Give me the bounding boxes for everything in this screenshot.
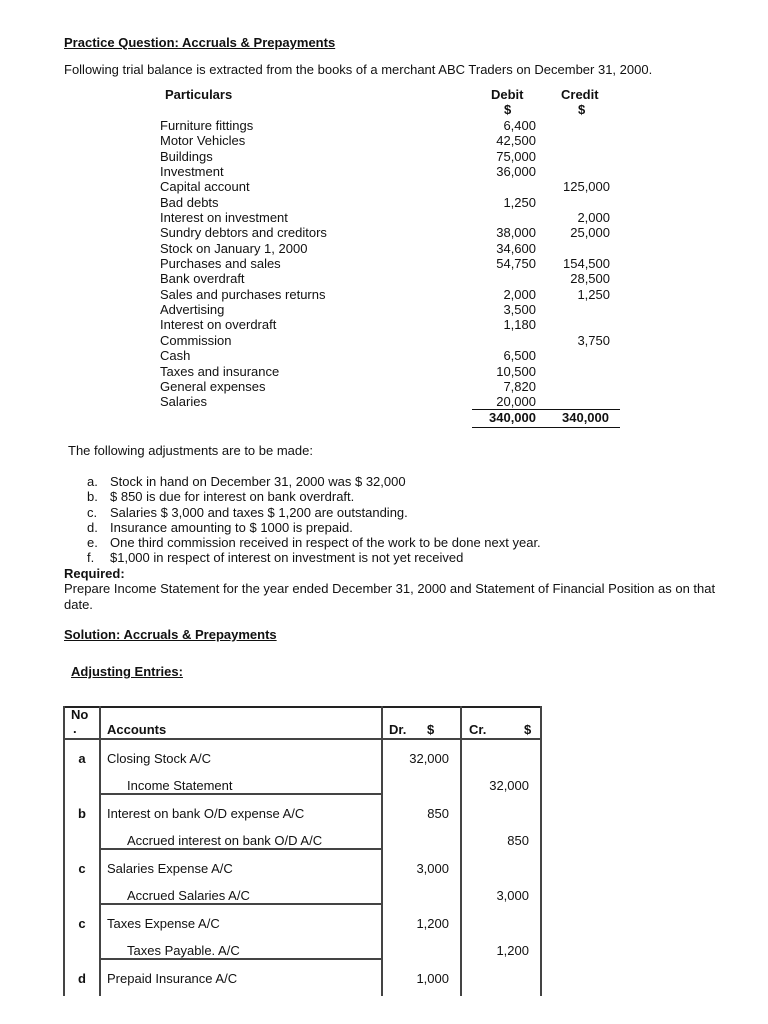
item-letter: c.: [87, 504, 98, 520]
adjustments-list: [87, 474, 541, 566]
credit-amount: 850: [507, 833, 529, 848]
row-label: Stock on January 1, 2000: [160, 240, 308, 256]
debit-total: 340,000: [489, 410, 536, 425]
table-row: [160, 333, 622, 348]
debit-amount: 1,200: [416, 916, 449, 931]
debit-value: 38,000: [496, 225, 536, 241]
credit-value: 1,250: [577, 286, 610, 302]
accounts-header: Accounts: [107, 722, 167, 737]
column-divider: [460, 706, 462, 996]
row-label: Purchases and sales: [160, 256, 281, 272]
intro-paragraph: Following trial balance is extracted from the books of a merchant ABC Traders on December 31, 2000.: [64, 62, 653, 77]
header-divider: [63, 738, 542, 740]
debit-account: Taxes Expense A/C: [107, 916, 220, 931]
debit-value: 75,000: [496, 148, 536, 164]
row-label: Investment: [160, 164, 224, 180]
dr-unit: $: [427, 722, 435, 737]
solution-title: Solution: Accruals & Prepayments: [64, 627, 277, 642]
item-letter: f.: [87, 550, 95, 566]
row-divider: [99, 848, 383, 850]
debit-account: Salaries Expense A/C: [107, 861, 233, 876]
row-label: Capital account: [160, 179, 250, 195]
dr-header: Dr.: [389, 722, 407, 737]
debit-amount: 850: [427, 806, 449, 821]
table-row: [160, 179, 622, 194]
debit-unit: $: [504, 102, 512, 117]
credit-amount: 3,000: [496, 888, 529, 903]
credit-value: 2,000: [577, 210, 610, 226]
item-text: Stock in hand on December 31, 2000 was $ 32,000: [110, 474, 406, 489]
debit-account: Closing Stock A/C: [107, 751, 212, 766]
credit-value: 3,750: [577, 332, 610, 348]
adjusting-entries-title: Adjusting Entries:: [71, 664, 183, 679]
row-divider: [99, 903, 383, 905]
entry-no: c: [78, 861, 86, 876]
table-row: [160, 133, 622, 148]
no-header-line1: No: [71, 707, 89, 722]
table-row: [160, 256, 622, 271]
debit-amount: 1,000: [416, 971, 449, 986]
debit-value: 42,500: [496, 133, 536, 149]
debit-value: 54,750: [496, 256, 536, 272]
table-row: [160, 379, 622, 394]
table-row: [160, 210, 622, 225]
debit-value: 20,000: [496, 394, 536, 410]
credit-header: Credit: [561, 87, 599, 102]
row-label: Sales and purchases returns: [160, 286, 326, 302]
practice-question-title: Practice Question: Accruals & Prepayments: [64, 35, 336, 50]
debit-value: 10,500: [496, 363, 536, 379]
row-label: Sundry debtors and creditors: [160, 225, 327, 241]
cr-header: Cr.: [469, 722, 487, 737]
no-header-line2: .: [73, 721, 77, 736]
column-divider: [99, 706, 101, 996]
row-label: Advertising: [160, 302, 225, 318]
required-text: Prepare Income Statement for the year ended December 31, 2000 and Statement of Financial Position as on that date.: [64, 581, 716, 612]
table-top-border: [63, 706, 542, 708]
debit-account: Prepaid Insurance A/C: [107, 971, 238, 986]
row-label: Motor Vehicles: [160, 133, 246, 149]
row-label: Cash: [160, 348, 191, 364]
list-item: [87, 535, 541, 550]
row-label: Bad debts: [160, 194, 219, 210]
column-divider: [63, 706, 65, 996]
list-item: [87, 550, 541, 565]
row-label: Bank overdraft: [160, 271, 245, 287]
journal-entries-table: [63, 706, 542, 996]
row-divider: [99, 793, 383, 795]
debit-value: 2,000: [503, 286, 536, 302]
item-text: One third commission received in respect of the work to be done next year.: [110, 535, 541, 551]
credit-account: Taxes Payable. A/C: [127, 943, 240, 958]
credit-unit: $: [578, 102, 586, 117]
debit-value: 36,000: [496, 164, 536, 180]
list-item: [87, 474, 541, 489]
debit-value: 6,400: [503, 118, 536, 133]
list-item: [87, 489, 541, 504]
table-row: [160, 302, 622, 317]
cr-unit: $: [524, 722, 532, 737]
credit-amount: 32,000: [489, 778, 529, 793]
table-row: [160, 149, 622, 164]
credit-value: 125,000: [563, 179, 610, 195]
item-letter: e.: [87, 535, 98, 551]
row-label: Commission: [160, 332, 232, 348]
table-row: [160, 164, 622, 179]
table-row: [160, 348, 622, 363]
item-letter: b.: [87, 489, 98, 505]
column-divider: [540, 706, 542, 996]
table-row: [160, 394, 622, 409]
debit-value: 34,600: [496, 240, 536, 256]
credit-amount: 1,200: [496, 943, 529, 958]
row-label: Buildings: [160, 148, 213, 164]
entry-no: d: [78, 971, 86, 986]
debit-value: 1,250: [503, 194, 536, 210]
column-divider: [381, 706, 383, 996]
credit-account: Accrued Salaries A/C: [127, 888, 250, 903]
debit-header: Debit: [491, 87, 524, 102]
item-letter: d.: [87, 519, 98, 535]
debit-value: 1,180: [503, 317, 536, 333]
entry-no: b: [78, 806, 86, 821]
trial-balance-table: [160, 118, 622, 410]
particulars-header: Particulars: [165, 87, 233, 102]
row-label: Interest on overdraft: [160, 317, 277, 333]
debit-account: Interest on bank O/D expense A/C: [107, 806, 305, 821]
row-divider: [99, 958, 383, 960]
required-label: Required:: [64, 566, 125, 581]
list-item: [87, 505, 541, 520]
table-row: [160, 364, 622, 379]
credit-value: 154,500: [563, 256, 610, 272]
credit-account: Income Statement: [127, 778, 233, 793]
debit-amount: 3,000: [416, 861, 449, 876]
row-label: Interest on investment: [160, 210, 288, 226]
list-item: [87, 520, 541, 535]
debit-value: 3,500: [503, 302, 536, 318]
row-label: Furniture fittings: [160, 118, 254, 133]
table-row: [160, 225, 622, 240]
item-letter: a.: [87, 474, 98, 489]
table-row: [160, 241, 622, 256]
row-label: General expenses: [160, 378, 266, 394]
item-text: Salaries $ 3,000 and taxes $ 1,200 are outstanding.: [110, 504, 408, 520]
debit-value: 6,500: [503, 348, 536, 364]
trial-balance-totals: [472, 409, 620, 428]
row-label: Taxes and insurance: [160, 363, 280, 379]
row-label: Salaries: [160, 394, 207, 410]
adjustments-intro: The following adjustments are to be made:: [68, 443, 313, 458]
entry-no: c: [78, 916, 86, 931]
table-row: [160, 118, 622, 133]
table-row: [160, 287, 622, 302]
item-text: $ 850 is due for interest on bank overdraft.: [110, 489, 355, 505]
credit-account: Accrued interest on bank O/D A/C: [127, 833, 323, 848]
table-row: [160, 195, 622, 210]
debit-value: 7,820: [503, 378, 536, 394]
credit-value: 28,500: [570, 271, 610, 287]
table-row: [160, 317, 622, 332]
item-text: $1,000 in respect of interest on investment is not yet received: [110, 550, 464, 566]
debit-amount: 32,000: [409, 751, 449, 766]
entry-no: a: [78, 751, 86, 766]
item-text: Insurance amounting to $ 1000 is prepaid.: [110, 519, 353, 535]
table-row: [160, 271, 622, 286]
credit-total: 340,000: [562, 410, 609, 425]
credit-value: 25,000: [570, 225, 610, 241]
